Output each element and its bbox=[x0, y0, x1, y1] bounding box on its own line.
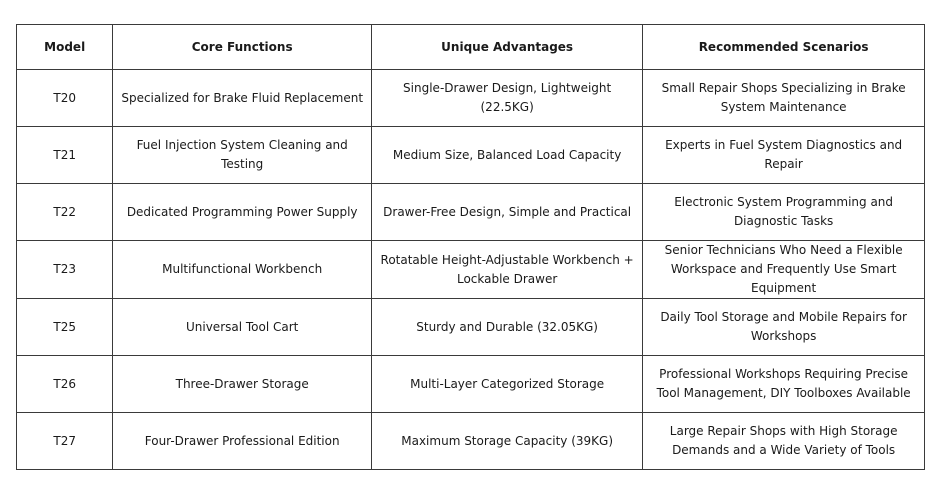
header-row bbox=[17, 25, 925, 70]
cell-recommended-scenarios: Small Repair Shops Specializing in Brake System Maintenance bbox=[643, 70, 925, 127]
cell-core-functions: Three-Drawer Storage bbox=[113, 356, 372, 413]
table-row bbox=[17, 70, 925, 127]
cell-model: T27 bbox=[17, 413, 113, 470]
cell-recommended-scenarios: Experts in Fuel System Diagnostics and Repair bbox=[643, 127, 925, 184]
cell-core-functions: Fuel Injection System Cleaning and Testing bbox=[113, 127, 372, 184]
cell-recommended-scenarios: Senior Technicians Who Need a Flexible Workspace and Frequently Use Smart Equipment bbox=[643, 241, 925, 299]
cell-recommended-scenarios: Professional Workshops Requiring Precise Tool Management, DIY Toolboxes Available bbox=[643, 356, 925, 413]
cell-unique-advantages: Multi-Layer Categorized Storage bbox=[372, 356, 643, 413]
header-model: Model bbox=[17, 25, 113, 70]
cell-unique-advantages: Drawer-Free Design, Simple and Practical bbox=[372, 184, 643, 241]
cell-recommended-scenarios: Large Repair Shops with High Storage Demands and a Wide Variety of Tools bbox=[643, 413, 925, 470]
cell-core-functions: Four-Drawer Professional Edition bbox=[113, 413, 372, 470]
cell-model: T22 bbox=[17, 184, 113, 241]
cell-unique-advantages: Sturdy and Durable (32.05KG) bbox=[372, 299, 643, 356]
cell-unique-advantages: Maximum Storage Capacity (39KG) bbox=[372, 413, 643, 470]
cell-unique-advantages: Rotatable Height-Adjustable Workbench + Lockable Drawer bbox=[372, 241, 643, 299]
table-row bbox=[17, 299, 925, 356]
table-row bbox=[17, 241, 925, 299]
cell-model: T25 bbox=[17, 299, 113, 356]
cell-model: T23 bbox=[17, 241, 113, 299]
table-row bbox=[17, 184, 925, 241]
table-header bbox=[17, 25, 925, 70]
cell-recommended-scenarios: Electronic System Programming and Diagnostic Tasks bbox=[643, 184, 925, 241]
cell-unique-advantages: Single-Drawer Design, Lightweight (22.5KG) bbox=[372, 70, 643, 127]
cell-core-functions: Specialized for Brake Fluid Replacement bbox=[113, 70, 372, 127]
cell-model: T26 bbox=[17, 356, 113, 413]
header-core-functions: Core Functions bbox=[113, 25, 372, 70]
header-unique-advantages: Unique Advantages bbox=[372, 25, 643, 70]
table-row bbox=[17, 413, 925, 470]
table-body bbox=[17, 70, 925, 470]
header-recommended-scenarios: Recommended Scenarios bbox=[643, 25, 925, 70]
table-row bbox=[17, 127, 925, 184]
cell-model: T20 bbox=[17, 70, 113, 127]
table-row bbox=[17, 356, 925, 413]
cell-recommended-scenarios: Daily Tool Storage and Mobile Repairs for Workshops bbox=[643, 299, 925, 356]
product-comparison-table bbox=[16, 24, 925, 470]
cell-model: T21 bbox=[17, 127, 113, 184]
cell-core-functions: Dedicated Programming Power Supply bbox=[113, 184, 372, 241]
cell-core-functions: Multifunctional Workbench bbox=[113, 241, 372, 299]
cell-unique-advantages: Medium Size, Balanced Load Capacity bbox=[372, 127, 643, 184]
cell-core-functions: Universal Tool Cart bbox=[113, 299, 372, 356]
